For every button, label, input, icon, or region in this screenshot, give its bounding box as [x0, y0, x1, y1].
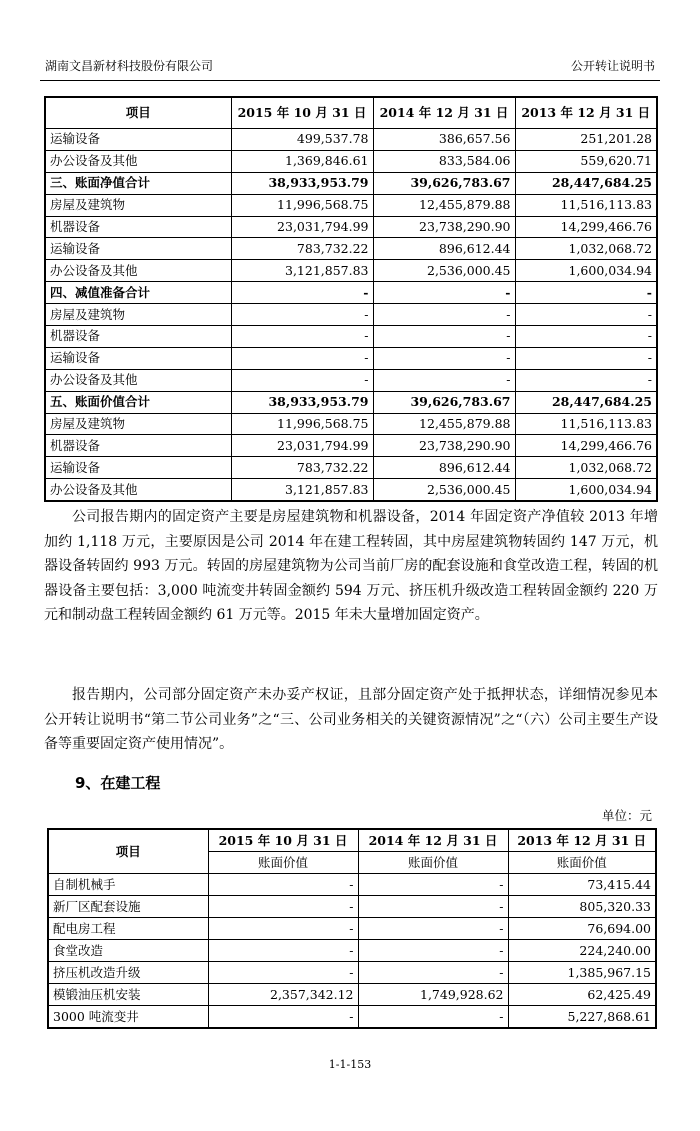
- value-cell: -: [373, 347, 515, 369]
- value-cell: 23,031,794.99: [231, 216, 373, 238]
- row-label: 房屋及建筑物: [45, 194, 231, 216]
- page-number: 1-1-153: [328, 1058, 372, 1071]
- row-label: 五、账面价值合计: [45, 391, 231, 413]
- value-cell: -: [208, 874, 358, 896]
- fixed-assets-table: [44, 96, 658, 502]
- row-label: 机器设备: [45, 216, 231, 238]
- value-cell: 12,455,879.88: [373, 413, 515, 435]
- row-label: 办公设备及其他: [45, 260, 231, 282]
- value-cell: -: [208, 896, 358, 918]
- table-row: [45, 238, 657, 260]
- row-label: 3000 吨流变井: [48, 1006, 208, 1029]
- table-row: [45, 347, 657, 369]
- value-cell: 1,369,846.61: [231, 150, 373, 172]
- value-cell: 23,738,290.90: [373, 216, 515, 238]
- table-row: [45, 435, 657, 457]
- table-row: [48, 1006, 656, 1029]
- column-header: 2015 年 10 月 31 日: [231, 97, 373, 129]
- value-cell: 28,447,684.25: [515, 172, 657, 194]
- table-row: [48, 984, 656, 1006]
- column-header: 2013 年 12 月 31 日: [515, 97, 657, 129]
- row-label: 运输设备: [45, 347, 231, 369]
- table-row: [45, 369, 657, 391]
- table-row: [45, 326, 657, 348]
- fixed-assets-explanation: 公司报告期内的固定资产主要是房屋建筑物和机器设备，2014 年固定资产净值较 2013 年增加约 1,118 万元，主要原因是公司 2014 年在建工程转固，其中房屋建筑物转固约 147 万元，机器设备转固约 993 万元。转固的房屋建筑物为公司当前厂房的配套设施和食堂改造工程，转固的机器设备主要包括：3,000 吨流变井转固金额约 594 万元、挤压机升级改造工程转固金额约 220 万元和制动盘工程转固金额约 61 万元等。2015 年未大量增加固定资产。: [44, 509, 658, 623]
- table-row: [45, 150, 657, 172]
- value-cell: 224,240.00: [508, 940, 656, 962]
- value-cell: -: [231, 347, 373, 369]
- row-label: 模锻油压机安装: [48, 984, 208, 1006]
- row-label: 机器设备: [45, 326, 231, 348]
- value-cell: -: [515, 326, 657, 348]
- value-cell: 896,612.44: [373, 238, 515, 260]
- value-cell: -: [515, 347, 657, 369]
- column-header: 2015 年 10 月 31 日: [208, 829, 358, 852]
- row-label: 运输设备: [45, 129, 231, 151]
- value-cell: 28,447,684.25: [515, 391, 657, 413]
- value-cell: 783,732.22: [231, 457, 373, 479]
- value-cell: 23,738,290.90: [373, 435, 515, 457]
- value-cell: 12,455,879.88: [373, 194, 515, 216]
- value-cell: 783,732.22: [231, 238, 373, 260]
- value-cell: 1,385,967.15: [508, 962, 656, 984]
- document-title: 公开转让说明书: [570, 58, 655, 73]
- value-cell: 1,600,034.94: [515, 479, 657, 501]
- table-header-row: [45, 97, 657, 129]
- value-cell: -: [358, 1006, 508, 1029]
- value-cell: 73,415.44: [508, 874, 656, 896]
- table-body: [45, 129, 657, 502]
- company-name: 湖南文昌新材科技股份有限公司: [45, 58, 214, 73]
- value-cell: 39,626,783.67: [373, 172, 515, 194]
- value-cell: 11,996,568.75: [231, 194, 373, 216]
- value-cell: -: [231, 282, 373, 304]
- value-cell: 559,620.71: [515, 150, 657, 172]
- value-cell: 23,031,794.99: [231, 435, 373, 457]
- row-label: 三、账面净值合计: [45, 172, 231, 194]
- row-label: 办公设备及其他: [45, 369, 231, 391]
- table-row: [48, 962, 656, 984]
- value-cell: -: [358, 940, 508, 962]
- row-label: 办公设备及其他: [45, 150, 231, 172]
- table-row: [45, 129, 657, 151]
- value-cell: -: [358, 874, 508, 896]
- value-cell: 2,536,000.45: [373, 260, 515, 282]
- value-cell: 1,032,068.72: [515, 238, 657, 260]
- value-cell: -: [515, 369, 657, 391]
- value-cell: -: [515, 304, 657, 326]
- table-row: [45, 413, 657, 435]
- value-cell: 38,933,953.79: [231, 172, 373, 194]
- table-row: [48, 896, 656, 918]
- row-label: 机器设备: [45, 435, 231, 457]
- construction-in-progress-table: [47, 828, 657, 1029]
- page-header: [45, 54, 655, 76]
- row-label: 房屋及建筑物: [45, 413, 231, 435]
- value-cell: 14,299,466.76: [515, 216, 657, 238]
- value-cell: -: [208, 918, 358, 940]
- value-cell: 76,694.00: [508, 918, 656, 940]
- table-row: [45, 391, 657, 413]
- value-cell: -: [358, 918, 508, 940]
- table-row: [45, 260, 657, 282]
- value-cell: -: [208, 1006, 358, 1029]
- value-cell: 3,121,857.83: [231, 260, 373, 282]
- value-cell: 39,626,783.67: [373, 391, 515, 413]
- value-cell: 1,600,034.94: [515, 260, 657, 282]
- table-row: [48, 874, 656, 896]
- table-row: [45, 304, 657, 326]
- property-rights-note: 报告期内，公司部分固定资产未办妥产权证，且部分固定资产处于抵押状态，详细情况参见本公开转让说明书“第二节公司业务”之“三、公司业务相关的关键资源情况”之“（六）公司主要生产设备等重要固定资产使用情况”。: [44, 687, 658, 752]
- unit-label: 单位：元: [601, 808, 652, 823]
- row-label: 食堂改造: [48, 940, 208, 962]
- table-row: [48, 918, 656, 940]
- value-cell: -: [515, 282, 657, 304]
- value-cell: 1,032,068.72: [515, 457, 657, 479]
- column-subheader: 账面价值: [358, 852, 508, 874]
- column-header: 2013 年 12 月 31 日: [508, 829, 656, 852]
- value-cell: -: [358, 896, 508, 918]
- value-cell: -: [231, 369, 373, 391]
- table-row: [45, 457, 657, 479]
- row-label: 运输设备: [45, 457, 231, 479]
- value-cell: 251,201.28: [515, 129, 657, 151]
- value-cell: 833,584.06: [373, 150, 515, 172]
- column-header: 2014 年 12 月 31 日: [358, 829, 508, 852]
- value-cell: -: [373, 282, 515, 304]
- value-cell: -: [373, 369, 515, 391]
- table-row: [45, 282, 657, 304]
- value-cell: 38,933,953.79: [231, 391, 373, 413]
- table-row: [45, 194, 657, 216]
- column-header: 项目: [48, 829, 208, 874]
- value-cell: 2,357,342.12: [208, 984, 358, 1006]
- column-header: 2014 年 12 月 31 日: [373, 97, 515, 129]
- value-cell: 3,121,857.83: [231, 479, 373, 501]
- header-divider: [40, 80, 660, 81]
- column-subheader: 账面价值: [508, 852, 656, 874]
- value-cell: 499,537.78: [231, 129, 373, 151]
- value-cell: 14,299,466.76: [515, 435, 657, 457]
- row-label: 房屋及建筑物: [45, 304, 231, 326]
- table-row: [45, 172, 657, 194]
- table-body: [48, 874, 656, 1029]
- table-row: [45, 216, 657, 238]
- row-label: 四、减值准备合计: [45, 282, 231, 304]
- column-header: 项目: [45, 97, 231, 129]
- value-cell: 62,425.49: [508, 984, 656, 1006]
- value-cell: 2,536,000.45: [373, 479, 515, 501]
- row-label: 自制机械手: [48, 874, 208, 896]
- table-row: [48, 940, 656, 962]
- value-cell: -: [208, 962, 358, 984]
- value-cell: 11,996,568.75: [231, 413, 373, 435]
- value-cell: -: [358, 962, 508, 984]
- row-label: 配电房工程: [48, 918, 208, 940]
- row-label: 办公设备及其他: [45, 479, 231, 501]
- value-cell: -: [231, 326, 373, 348]
- value-cell: -: [208, 940, 358, 962]
- table-header-row: [48, 829, 656, 852]
- value-cell: -: [231, 304, 373, 326]
- value-cell: -: [373, 304, 515, 326]
- row-label: 运输设备: [45, 238, 231, 260]
- column-subheader: 账面价值: [208, 852, 358, 874]
- value-cell: 896,612.44: [373, 457, 515, 479]
- value-cell: 1,749,928.62: [358, 984, 508, 1006]
- section-title: 9、在建工程: [75, 774, 161, 792]
- row-label: 挤压机改造升级: [48, 962, 208, 984]
- value-cell: 805,320.33: [508, 896, 656, 918]
- table-row: [45, 479, 657, 501]
- row-label: 新厂区配套设施: [48, 896, 208, 918]
- value-cell: 386,657.56: [373, 129, 515, 151]
- value-cell: 11,516,113.83: [515, 194, 657, 216]
- value-cell: -: [373, 326, 515, 348]
- value-cell: 11,516,113.83: [515, 413, 657, 435]
- value-cell: 5,227,868.61: [508, 1006, 656, 1029]
